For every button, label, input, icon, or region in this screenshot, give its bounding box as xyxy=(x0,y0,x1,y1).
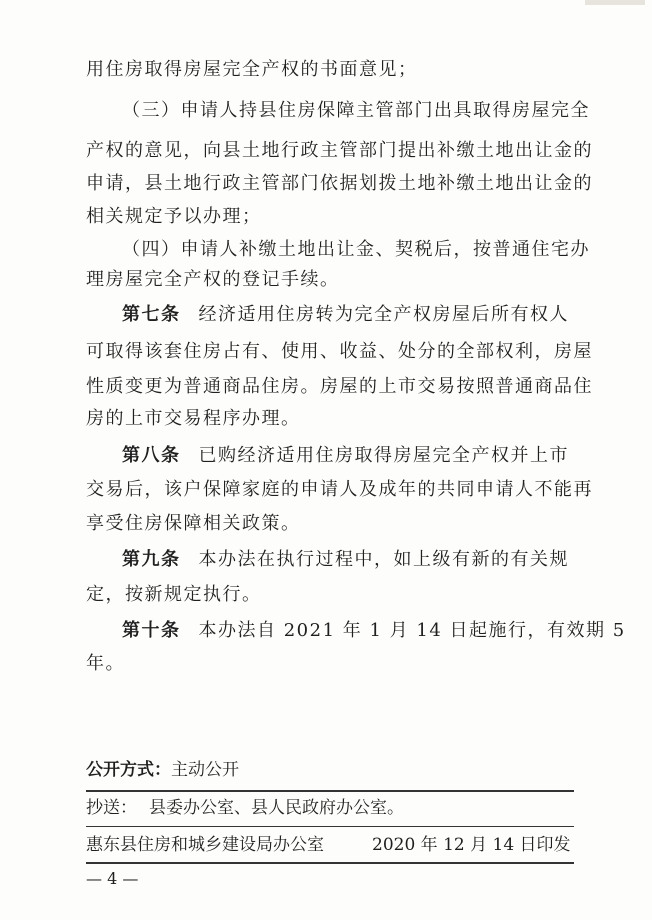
body-line: 性质变更为普通商品住房。房屋的上市交易按照普通商品住 xyxy=(86,376,593,397)
disclosure-label: 公开方式： xyxy=(86,760,171,780)
body-line: 可取得该套住房占有、使用、收益、处分的全部权利，房屋 xyxy=(86,341,593,362)
body-line: 房的上市交易程序办理。 xyxy=(86,408,301,429)
article-9-text: 本办法在执行过程中，如上级有新的有关规 xyxy=(198,549,569,570)
body-line: 用住房取得房屋完全产权的书面意见； xyxy=(86,59,418,80)
body-line: 产权的意见，向县土地行政主管部门提出补缴土地出让金的 xyxy=(86,140,593,161)
issuer-name: 惠东县住房和城乡建设局办公室 xyxy=(86,835,324,855)
article-9-heading: 第九条 xyxy=(122,549,181,570)
page-number: — 4 — xyxy=(86,869,139,888)
article-10-text: 本办法自 2021 年 1 月 14 日起施行，有效期 5 xyxy=(198,620,626,641)
body-line: 相关规定予以办理； xyxy=(86,206,262,227)
article-8-heading: 第八条 xyxy=(122,445,181,466)
scan-artifact xyxy=(585,0,645,5)
cc-value: 县委办公室、县人民政府办公室。 xyxy=(149,798,404,818)
article-7-heading: 第七条 xyxy=(122,304,181,325)
article-7-text: 经济适用住房转为完全产权房屋后所有权人 xyxy=(198,304,569,325)
article-7-first-line xyxy=(122,303,569,327)
article-10-first-line xyxy=(122,619,626,643)
article-8-first-line xyxy=(122,444,569,468)
cc-label: 抄送： xyxy=(86,798,137,818)
separator-rule xyxy=(86,790,574,792)
body-line: 享受住房保障相关政策。 xyxy=(86,513,301,534)
article-10-heading: 第十条 xyxy=(122,620,181,641)
body-line: 申请，县土地行政主管部门依据划拨土地补缴土地出让金的 xyxy=(86,173,593,194)
body-line: 理房屋完全产权的登记手续。 xyxy=(86,269,340,290)
body-line: 定，按新规定执行。 xyxy=(86,584,262,605)
body-line: （三）申请人持县住房保障主管部门出具取得房屋完全 xyxy=(122,100,590,121)
disclosure-line xyxy=(86,758,239,782)
separator-rule xyxy=(86,862,574,864)
print-date: 2020 年 12 月 14 日印发 xyxy=(372,835,571,855)
body-line: （四）申请人补缴土地出让金、契税后，按普通住宅办 xyxy=(122,239,590,260)
article-8-text: 已购经济适用住房取得房屋完全产权并上市 xyxy=(198,445,569,466)
disclosure-value: 主动公开 xyxy=(171,760,239,780)
separator-rule xyxy=(86,826,574,827)
body-line: 年。 xyxy=(86,653,125,674)
body-line: 交易后，该户保障家庭的申请人及成年的共同申请人不能再 xyxy=(86,479,593,500)
issuer-line xyxy=(86,833,574,857)
cc-line xyxy=(86,796,404,820)
article-9-first-line xyxy=(122,548,569,572)
